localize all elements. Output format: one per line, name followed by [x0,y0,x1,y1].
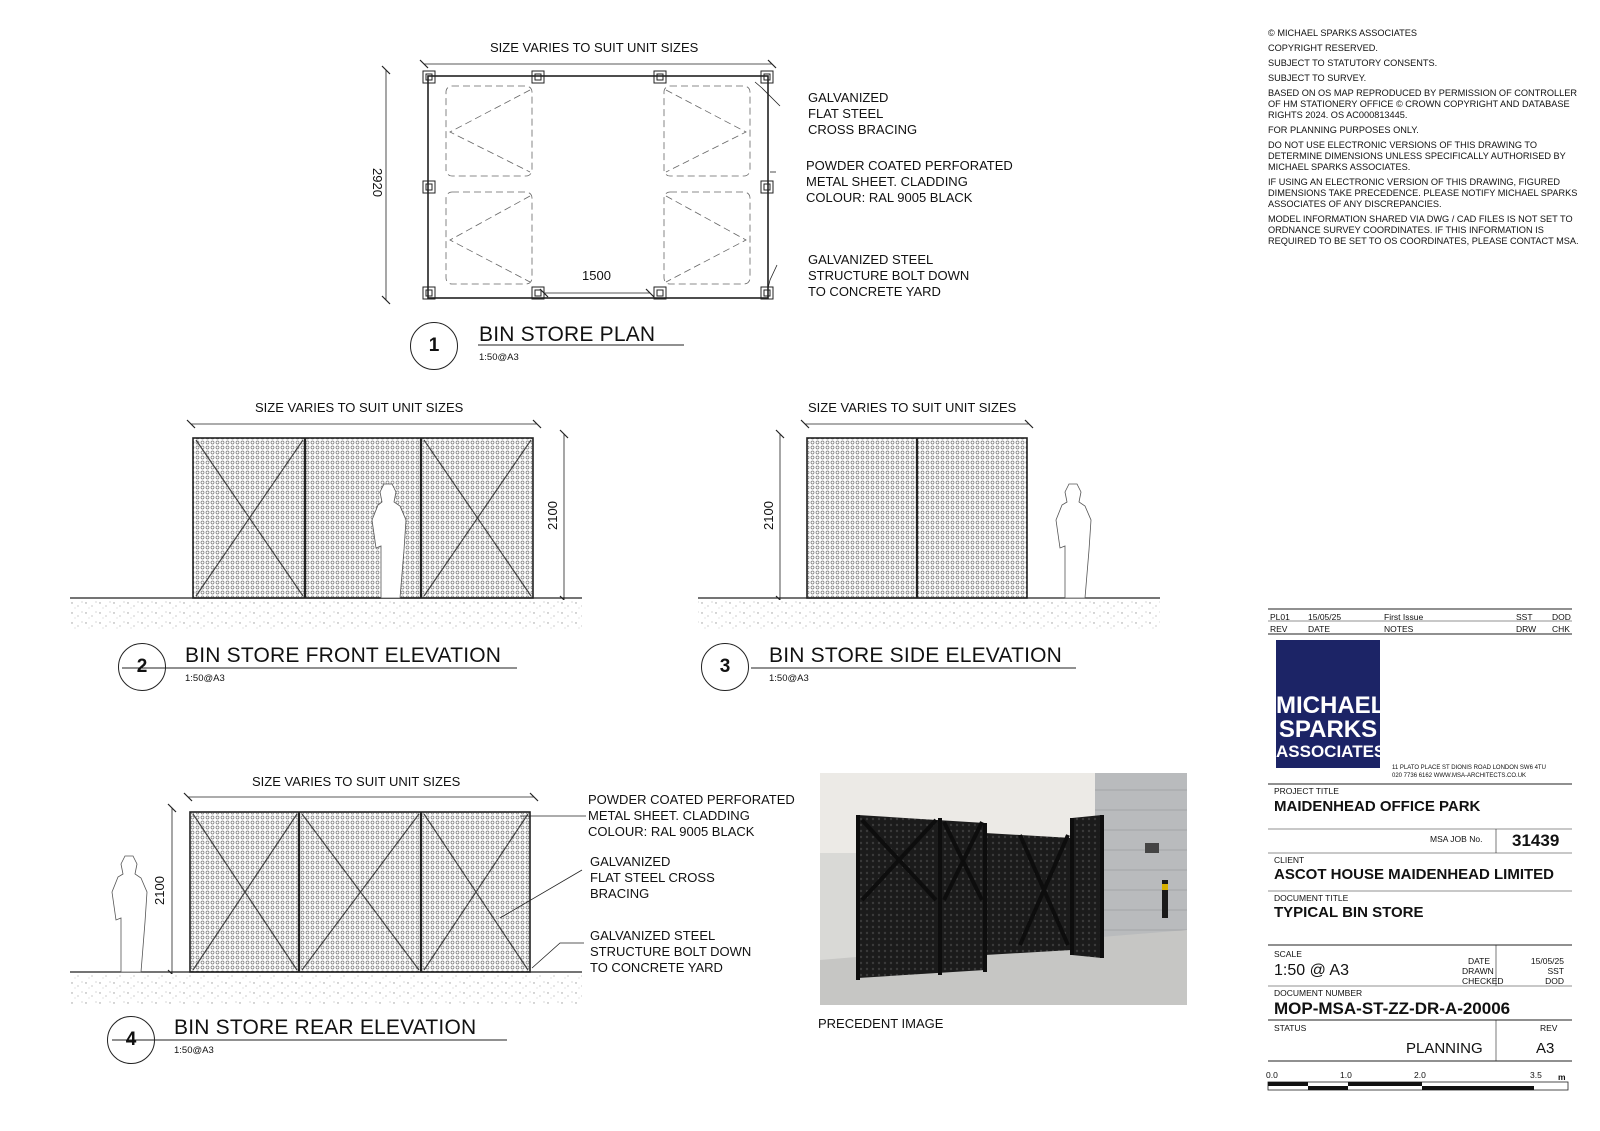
view2-scale: 1:50@A3 [185,673,225,684]
bin-store-rear-elevation [70,793,586,1040]
project-title-label: PROJECT TITLE [1274,786,1339,796]
rev-value: A3 [1536,1040,1555,1057]
precedent-image [820,773,1187,1005]
doc-number: MOP-MSA-ST-ZZ-DR-A-20006 [1274,999,1511,1018]
doc-title-label: DOCUMENT TITLE [1274,893,1349,903]
doc-title: TYPICAL BIN STORE [1274,904,1424,921]
client-label: CLIENT [1274,855,1305,865]
msa-logo: MICHAEL SPARKS ASSOCIATES [1276,640,1380,768]
view1-label-cladding: POWDER COATED PERFORATED METAL SHEET. CLADDING COLOUR: RAL 9005 BLACK [806,158,1013,205]
view2-title: BIN STORE FRONT ELEVATION [185,644,502,667]
scale-value: 1:50 @ A3 [1274,962,1349,979]
rev-head-date: DATE [1308,624,1331,634]
view1-title: BIN STORE PLAN [479,323,656,346]
bin-store-front-elevation [70,420,582,668]
note: FOR PLANNING PURPOSES ONLY. [1268,125,1419,135]
note: MODEL INFORMATION SHARED VIA DWG / CAD FILES IS NOT SET TO ORDNANCE SURVEY COORDINATES. IF THIS INFORMATION IS REQUIRED TO BE SET TO OS COORDINATES, PLEASE CONTACT MSA. [1268,214,1579,246]
note: COPYRIGHT RESERVED. [1268,43,1378,53]
view3-number: 3 [701,643,749,691]
status-label: STATUS [1274,1023,1307,1033]
bin-store-plan [382,60,780,345]
rev-head-drw: DRW [1516,624,1537,634]
view4-label-cladding: POWDER COATED PERFORATED METAL SHEET. CLADDING COLOUR: RAL 9005 BLACK [588,792,795,839]
rev-head-rev: REV [1270,624,1288,634]
scalebar-1: 1.0 [1340,1070,1352,1080]
view1-scale: 1:50@A3 [479,352,519,363]
view4-label-structure: GALVANIZED STEEL STRUCTURE BOLT DOWN TO CONCRETE YARD [590,928,752,975]
copyright-notes [1268,28,1588,251]
note: SUBJECT TO SURVEY. [1268,73,1367,83]
view3-title: BIN STORE SIDE ELEVATION [769,644,1063,667]
precedent-caption: PRECEDENT IMAGE [818,1016,944,1031]
client: ASCOT HOUSE MAIDENHEAD LIMITED [1274,866,1555,883]
scalebar-2: 2.0 [1414,1070,1426,1080]
date-drawn-checked-values: 15/05/25 SST DOD [1530,956,1564,986]
note: SUBJECT TO STATUTORY CONSENTS. [1268,58,1438,68]
view3-dim-side: 2100 [761,501,776,530]
view2-number: 2 [118,643,166,691]
note: © MICHAEL SPARKS ASSOCIATES [1268,28,1418,38]
view3-scale: 1:50@A3 [769,673,809,684]
rev-entry-rev: PL01 [1270,612,1290,622]
doc-number-label: DOCUMENT NUMBER [1274,988,1363,998]
view1-dim-top: SIZE VARIES TO SUIT UNIT SIZES [490,40,699,55]
view1-dim-side: 2920 [370,168,385,197]
view4-dim-top: SIZE VARIES TO SUIT UNIT SIZES [252,774,461,789]
view2-dim-top: SIZE VARIES TO SUIT UNIT SIZES [255,400,464,415]
rev-label: REV [1540,1023,1558,1033]
scale-label: SCALE [1274,949,1302,959]
view4-number: 4 [107,1016,155,1064]
view1-number: 1 [410,322,458,370]
view4-title: BIN STORE REAR ELEVATION [174,1016,477,1039]
address-line-1: 11 PLATO PLACE ST DIONIS ROAD LONDON SW6 4TU [1392,765,1546,771]
view4-dim-side: 2100 [152,876,167,905]
project-title: MAIDENHEAD OFFICE PARK [1274,798,1481,815]
rev-entry-date: 15/05/25 [1308,612,1342,622]
note: IF USING AN ELECTRONIC VERSION OF THIS DRAWING, FIGURED DIMENSIONS TAKE PRECEDENCE. PLEASE NOTIFY MICHAEL SPARKS ASSOCIATES OF ANY DISCREPANCIES. [1268,177,1578,209]
view4-scale: 1:50@A3 [174,1045,214,1056]
status-value: PLANNING [1406,1040,1483,1057]
job-number: 31439 [1512,831,1560,850]
view1-dim-inner: 1500 [582,268,611,283]
scalebar-3: 3.5 [1530,1070,1542,1080]
scalebar-0: 0.0 [1266,1070,1278,1080]
note: BASED ON OS MAP REPRODUCED BY PERMISSION OF CONTROLLER OF HM STATIONERY OFFICE © CROWN COPYRIGHT AND DATABASE RIGHTS 2024. OS AC000813445. [1268,88,1578,120]
note: DO NOT USE ELECTRONIC VERSIONS OF THIS DRAWING TO DETERMINE DIMENSIONS UNLESS SPECIFICALLY AUTHORISED BY MICHAEL SPARKS ASSOCIATES. [1268,140,1566,172]
rev-head-chk: CHK [1552,624,1570,634]
rev-entry-drw: SST [1516,612,1533,622]
bin-store-side-elevation [698,420,1160,668]
view3-dim-top: SIZE VARIES TO SUIT UNIT SIZES [808,400,1017,415]
date-drawn-checked-labels: DATE DRAWN CHECKED [1462,956,1504,986]
view4-label-bracing: GALVANIZED FLAT STEEL CROSS BRACING [590,854,715,901]
rev-entry-chk: DOD [1552,612,1571,622]
address-line-2: 020 7736 6162 WWW.MSA-ARCHITECTS.CO.UK [1392,773,1527,779]
rev-entry-notes: First Issue [1384,612,1424,622]
rev-head-notes: NOTES [1384,624,1414,634]
job-label: MSA JOB No. [1430,834,1483,844]
scalebar-unit: m [1558,1072,1566,1082]
view1-label-bracing: GALVANIZED FLAT STEEL CROSS BRACING [808,90,918,137]
view1-label-structure: GALVANIZED STEEL STRUCTURE BOLT DOWN TO CONCRETE YARD [808,252,970,299]
view2-dim-side: 2100 [545,501,560,530]
